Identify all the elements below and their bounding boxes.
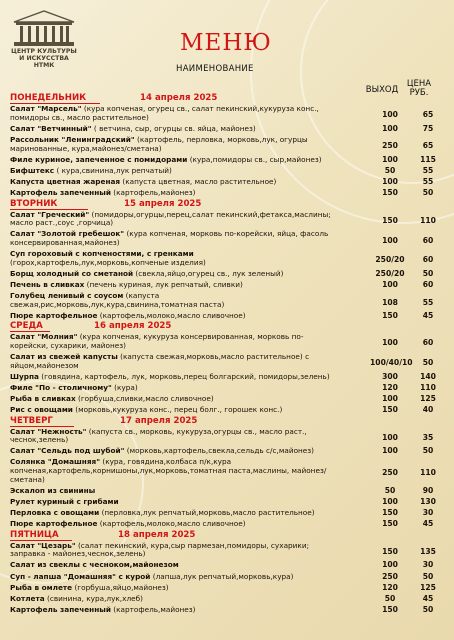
menu-item-name: Рыба в омлете xyxy=(10,582,73,592)
menu-item-name: Филе "По - столичному" xyxy=(10,382,112,392)
column-price-line-1: ЦЕНА xyxy=(406,79,432,89)
menu-item-name: Суп гороховый с копченостями, с гренками xyxy=(10,249,194,259)
menu-item-description xyxy=(10,606,336,615)
menu-item-description xyxy=(10,447,336,456)
menu-item-output: 250/20 xyxy=(375,268,405,278)
menu-item-description xyxy=(10,333,336,350)
menu-item-name: Бифштекс xyxy=(10,165,55,175)
menu-item-ingredients: (помидоры,огурцы,перец,салат пекинский,фетакса,маслины; масло раст.,соус ,горчица) xyxy=(10,209,331,228)
menu-item xyxy=(10,584,446,593)
menu-item-price: 60 xyxy=(422,338,434,348)
menu-item-output: 50 xyxy=(384,485,396,495)
menu-item-ingredients: (кура копченая, огурец св., салат пекинский,кукуруза конс., помидоры св., масло растительное) xyxy=(10,104,319,122)
menu-item-description xyxy=(10,270,336,279)
menu-item-price: 40 xyxy=(422,405,434,415)
menu-item-name: Салат из свежей капусты xyxy=(10,351,118,361)
menu-item xyxy=(10,211,446,228)
menu-item-price: 140 xyxy=(420,371,436,381)
menu-item-name: Борщ холодный со сметаной xyxy=(10,268,134,278)
menu-item-ingredients: (лапша,лук репчатый,морковь,кура) xyxy=(150,571,294,581)
menu-item-name: Голубец ленивый с соусом xyxy=(10,291,124,301)
menu-item-ingredients: (капуста свежая,морковь,масло растительное) с яйцом,майонезом xyxy=(10,351,310,370)
day-date: 18 апреля 2025 xyxy=(118,529,196,540)
menu-item-output: 100 xyxy=(382,123,398,133)
menu-item-output: 150 xyxy=(382,215,398,225)
menu-item-description xyxy=(10,406,336,415)
menu-item-description xyxy=(10,312,336,321)
menu-item-description xyxy=(10,156,336,165)
day-date: 17 апреля 2025 xyxy=(120,415,198,426)
menu-item-ingredients: ( кура,свинина,лук репчатый) xyxy=(54,165,172,175)
menu-item-price: 50 xyxy=(422,605,434,615)
menu-item-ingredients: (печень куриная, лук репчатый, сливки) xyxy=(84,280,243,290)
menu-item-price: 60 xyxy=(422,280,434,290)
menu-item-description xyxy=(10,498,336,507)
day-name: ПЯТНИЦА xyxy=(10,529,59,540)
menu-item-price: 50 xyxy=(422,188,434,198)
menu-item-description xyxy=(10,292,336,309)
column-output-header: ВЫХОД xyxy=(365,85,399,95)
menu-item-price: 45 xyxy=(422,519,434,529)
menu-item-description xyxy=(10,428,336,445)
menu-item-output: 100 xyxy=(382,560,398,570)
logo-line-2: И ИСКУССТВА НТМК xyxy=(19,55,69,69)
menu-item-price: 30 xyxy=(422,508,434,518)
menu-item-ingredients: (говядина, картофель, лук, морковь,перец болгарский, помидоры,зелень) xyxy=(38,371,330,381)
menu-item-description xyxy=(10,178,336,187)
menu-item xyxy=(10,520,446,529)
menu-item-name: Салат "Золотой гребешок" xyxy=(10,229,125,239)
column-price-line-2: РУБ. xyxy=(409,88,429,98)
menu-item-ingredients: (кура, говядина,колбаса п/к,кура копченая,картофель,корнишоны,лук,морковь,томатная паста,маслины, майонез/сметана) xyxy=(10,457,327,484)
menu-item-description xyxy=(10,561,336,570)
menu-item xyxy=(10,281,446,290)
menu-item-ingredients: (салат пекинский, кура,сыр пармезан,помидоры, сухарики; заправка - майонез,чеснок,зелень) xyxy=(10,540,310,559)
menu-item-ingredients: (капуста цветная, масло растительное) xyxy=(120,177,277,187)
menu-item xyxy=(10,178,446,187)
menu-item xyxy=(10,428,446,445)
column-name-header: НАИМЕНОВАНИЕ xyxy=(176,64,254,74)
menu-item-name: Рис с овощами xyxy=(10,405,73,415)
menu-item-ingredients: (свекла,яйцо,огурец св., лук зеленый) xyxy=(133,268,284,278)
menu-item-output: 108 xyxy=(382,297,398,307)
menu-item-description xyxy=(10,105,336,122)
logo xyxy=(8,8,80,69)
menu-item xyxy=(10,270,446,279)
menu-item-ingredients: (кура) xyxy=(111,382,138,392)
menu-item-price: 110 xyxy=(420,468,436,478)
menu-item-price: 115 xyxy=(420,154,436,164)
menu-item-ingredients: (кура копченая, кукуруза консервированная, морковь по-корейски, сухарики, майонез) xyxy=(10,332,304,350)
menu-item-name: Картофель запеченный xyxy=(10,605,111,615)
menu-item-description xyxy=(10,230,336,247)
menu-item-price: 130 xyxy=(420,497,436,507)
menu-item-price: 55 xyxy=(422,165,434,175)
day-date: 16 апреля 2025 xyxy=(94,321,172,332)
menu-item-price: 35 xyxy=(422,432,434,442)
menu-item-name: Печень в сливках xyxy=(10,280,85,290)
menu-item-ingredients: (свинина, кура,лук,хлеб) xyxy=(44,593,143,603)
menu-item-output: 120 xyxy=(382,382,398,392)
menu-item-name: Рулет куриный с грибами xyxy=(10,497,119,507)
menu-item-ingredients: (картофель,майонез) xyxy=(110,188,196,198)
menu-item-price: 125 xyxy=(420,582,436,592)
menu-item-price: 45 xyxy=(422,311,434,320)
menu-item-ingredients: (горбуша,яйцо,майонез) xyxy=(72,582,169,592)
menu-item-price: 60 xyxy=(422,235,434,245)
menu-item-output: 100 xyxy=(382,338,398,348)
menu-item-description xyxy=(10,167,336,176)
menu-item xyxy=(10,373,446,382)
menu-item-description xyxy=(10,595,336,604)
menu-item-price: 30 xyxy=(422,560,434,570)
building-icon xyxy=(8,8,80,48)
menu-item xyxy=(10,498,446,507)
menu-item-ingredients: (картофель,молоко,масло сливочное) xyxy=(97,311,246,320)
menu-item-description xyxy=(10,520,336,529)
page-title: МЕНЮ xyxy=(180,30,272,56)
menu-item-ingredients: (кура,помидоры св., сыр,майонез) xyxy=(187,154,322,164)
menu-item-name: Солянка "Домашняя" xyxy=(10,457,101,467)
menu-item-price: 65 xyxy=(422,141,434,151)
menu-item-description xyxy=(10,125,336,134)
menu-item-output: 250/20 xyxy=(375,255,405,265)
menu-list xyxy=(10,94,446,617)
menu-item-output: 100/40/10 xyxy=(370,358,413,368)
menu-item-name: Салат "Молния" xyxy=(10,332,78,342)
menu-item-price: 90 xyxy=(422,485,434,495)
menu-item xyxy=(10,509,446,518)
day-date: 14 апреля 2025 xyxy=(140,93,218,103)
menu-item-name: Капуста цветная жареная xyxy=(10,177,121,187)
menu-item-price: 45 xyxy=(422,593,434,603)
menu-item-output: 150 xyxy=(382,311,398,320)
menu-item-description xyxy=(10,250,336,267)
menu-item-name: Салат "Нежность" xyxy=(10,426,87,436)
menu-item-output: 150 xyxy=(382,508,398,518)
menu-item-name: Салат "Греческий" xyxy=(10,209,90,219)
menu-item-ingredients: (перловка,лук репчатый,морковь,масло растительное) xyxy=(99,508,315,518)
day-name: ЧЕТВЕРГ xyxy=(10,415,53,426)
menu-item xyxy=(10,333,446,350)
menu-item-price: 110 xyxy=(420,215,436,225)
menu-item-ingredients: (кура копченая, морковь по-корейски, яйца, фасоль консервированная,майонез) xyxy=(10,229,329,247)
day-date: 15 апреля 2025 xyxy=(124,198,202,209)
day-name: ВТОРНИК xyxy=(10,198,58,209)
menu-item-output: 150 xyxy=(382,519,398,529)
menu-item-name: Эскалоп из свинины xyxy=(10,485,96,495)
menu-item-output: 100 xyxy=(382,394,398,404)
menu-item xyxy=(10,189,446,198)
menu-item-name: Филе куриное, запеченное с помидорами xyxy=(10,154,188,164)
menu-item xyxy=(10,292,446,309)
menu-item-price: 75 xyxy=(422,123,434,133)
menu-item xyxy=(10,125,446,134)
menu-item-description xyxy=(10,211,336,228)
menu-item-output: 300 xyxy=(382,371,398,381)
menu-item-ingredients: (морковь,картофель,свекла,сельдь с/с,майонез) xyxy=(124,446,315,456)
menu-item-ingredients: (морковь,кукуруза конс., перец болг., горошек конс.) xyxy=(72,405,283,415)
menu-item-output: 100 xyxy=(382,177,398,187)
menu-item-description xyxy=(10,136,336,153)
menu-item-name: Шурпа xyxy=(10,371,39,381)
menu-item-output: 150 xyxy=(382,605,398,615)
menu-item-price: 125 xyxy=(420,394,436,404)
menu-item xyxy=(10,312,446,321)
menu-item-name: Пюре картофельное xyxy=(10,311,98,320)
day-name: ПОНЕДЕЛЬНИК xyxy=(10,93,87,103)
menu-item-name: Салат из свеклы с чесноком,майонезом xyxy=(10,560,179,570)
menu-item-output: 100 xyxy=(382,280,398,290)
menu-item-description xyxy=(10,281,336,290)
menu-item xyxy=(10,573,446,582)
menu-item-description xyxy=(10,487,336,496)
menu-item-description xyxy=(10,458,336,484)
menu-item-description xyxy=(10,395,336,404)
menu-item-price: 60 xyxy=(422,255,434,265)
menu-item-output: 100 xyxy=(382,235,398,245)
menu-item xyxy=(10,395,446,404)
menu-item xyxy=(10,606,446,615)
menu-item-name: Пюре картофельное xyxy=(10,519,98,529)
menu-item-price: 50 xyxy=(422,358,434,368)
menu-item-output: 100 xyxy=(382,432,398,442)
menu-item xyxy=(10,384,446,393)
menu-item-name: Рыба в сливках xyxy=(10,394,76,404)
menu-item-price: 110 xyxy=(420,382,436,392)
menu-item-description xyxy=(10,542,336,559)
menu-item-output: 100 xyxy=(382,110,398,120)
menu-item-output: 250 xyxy=(382,468,398,478)
menu-item-output: 50 xyxy=(384,593,396,603)
menu-item xyxy=(10,136,446,153)
menu-item xyxy=(10,230,446,247)
menu-item-ingredients: (капуста свежая,рис,морковь,лук,кура,свинина,томатная паста) xyxy=(10,291,225,309)
menu-item-price: 65 xyxy=(422,110,434,120)
menu-item xyxy=(10,561,446,570)
menu-item xyxy=(10,447,446,456)
menu-item-ingredients: ( ветчина, сыр, огурцы св. яйца, майонез) xyxy=(91,123,256,133)
menu-item-name: Котлета xyxy=(10,593,45,603)
menu-item xyxy=(10,167,446,176)
menu-item-name: Салат "Цезарь" xyxy=(10,540,76,550)
menu-item-name: Салат "Сельдь под шубой" xyxy=(10,446,125,456)
menu-item-output: 100 xyxy=(382,446,398,456)
menu-item xyxy=(10,406,446,415)
menu-item-description xyxy=(10,509,336,518)
menu-item-output: 150 xyxy=(382,546,398,556)
menu-item-name: Суп - лапша "Домашняя" с курой xyxy=(10,571,151,581)
menu-item-output: 250 xyxy=(382,571,398,581)
menu-item-output: 100 xyxy=(382,497,398,507)
menu-item-name: Рассольник "Ленинградский" xyxy=(10,134,135,144)
menu-item-description xyxy=(10,584,336,593)
menu-item-ingredients: (горох,картофель,лук,морковь,копченые изделия) xyxy=(10,257,206,267)
menu-item xyxy=(10,458,446,484)
menu-item-price: 55 xyxy=(422,297,434,307)
menu-item-output: 150 xyxy=(382,188,398,198)
menu-item-output: 250 xyxy=(382,141,398,151)
menu-item xyxy=(10,105,446,122)
menu-item-price: 55 xyxy=(422,177,434,187)
day-name: СРЕДА xyxy=(10,321,43,332)
menu-item-description xyxy=(10,384,336,393)
menu-item-ingredients: (горбуша,сливки,масло сливочное) xyxy=(75,394,214,404)
menu-item-output: 150 xyxy=(382,405,398,415)
menu-item-price: 50 xyxy=(422,446,434,456)
menu-item xyxy=(10,250,446,267)
menu-item-ingredients: (капуста св., морковь, кукуруза,огурцы св., масло раст., чеснок,зелень) xyxy=(10,426,307,445)
menu-item-price: 135 xyxy=(420,546,436,556)
menu-item-name: Салат "Ветчинный" xyxy=(10,123,92,133)
menu-item-description xyxy=(10,373,336,382)
menu-item xyxy=(10,542,446,559)
menu-item xyxy=(10,156,446,165)
menu-item-price: 50 xyxy=(422,571,434,581)
menu-item-ingredients: (картофель,молоко,масло сливочное) xyxy=(97,519,246,529)
menu-item-name: Картофель запеченный xyxy=(10,188,111,198)
logo-line-1: ЦЕНТР КУЛЬТУРЫ xyxy=(11,48,77,55)
menu-item-ingredients: (картофель,майонез) xyxy=(110,605,196,615)
menu-item-ingredients: (картофель, перловка, морковь,лук, огурцы маринованные, кура,майонез/сметана) xyxy=(10,134,308,153)
menu-item-name: Перловка с овощами xyxy=(10,508,100,518)
menu-item-output: 100 xyxy=(382,154,398,164)
menu-item-description xyxy=(10,573,336,582)
menu-item xyxy=(10,487,446,496)
menu-item-description xyxy=(10,353,336,370)
menu-item xyxy=(10,353,446,370)
menu-item-description xyxy=(10,189,336,198)
menu-item-name: Салат "Марсель" xyxy=(10,104,82,113)
menu-item-output: 120 xyxy=(382,582,398,592)
menu-item xyxy=(10,595,446,604)
menu-item-output: 50 xyxy=(384,165,396,175)
menu-item-price: 50 xyxy=(422,268,434,278)
